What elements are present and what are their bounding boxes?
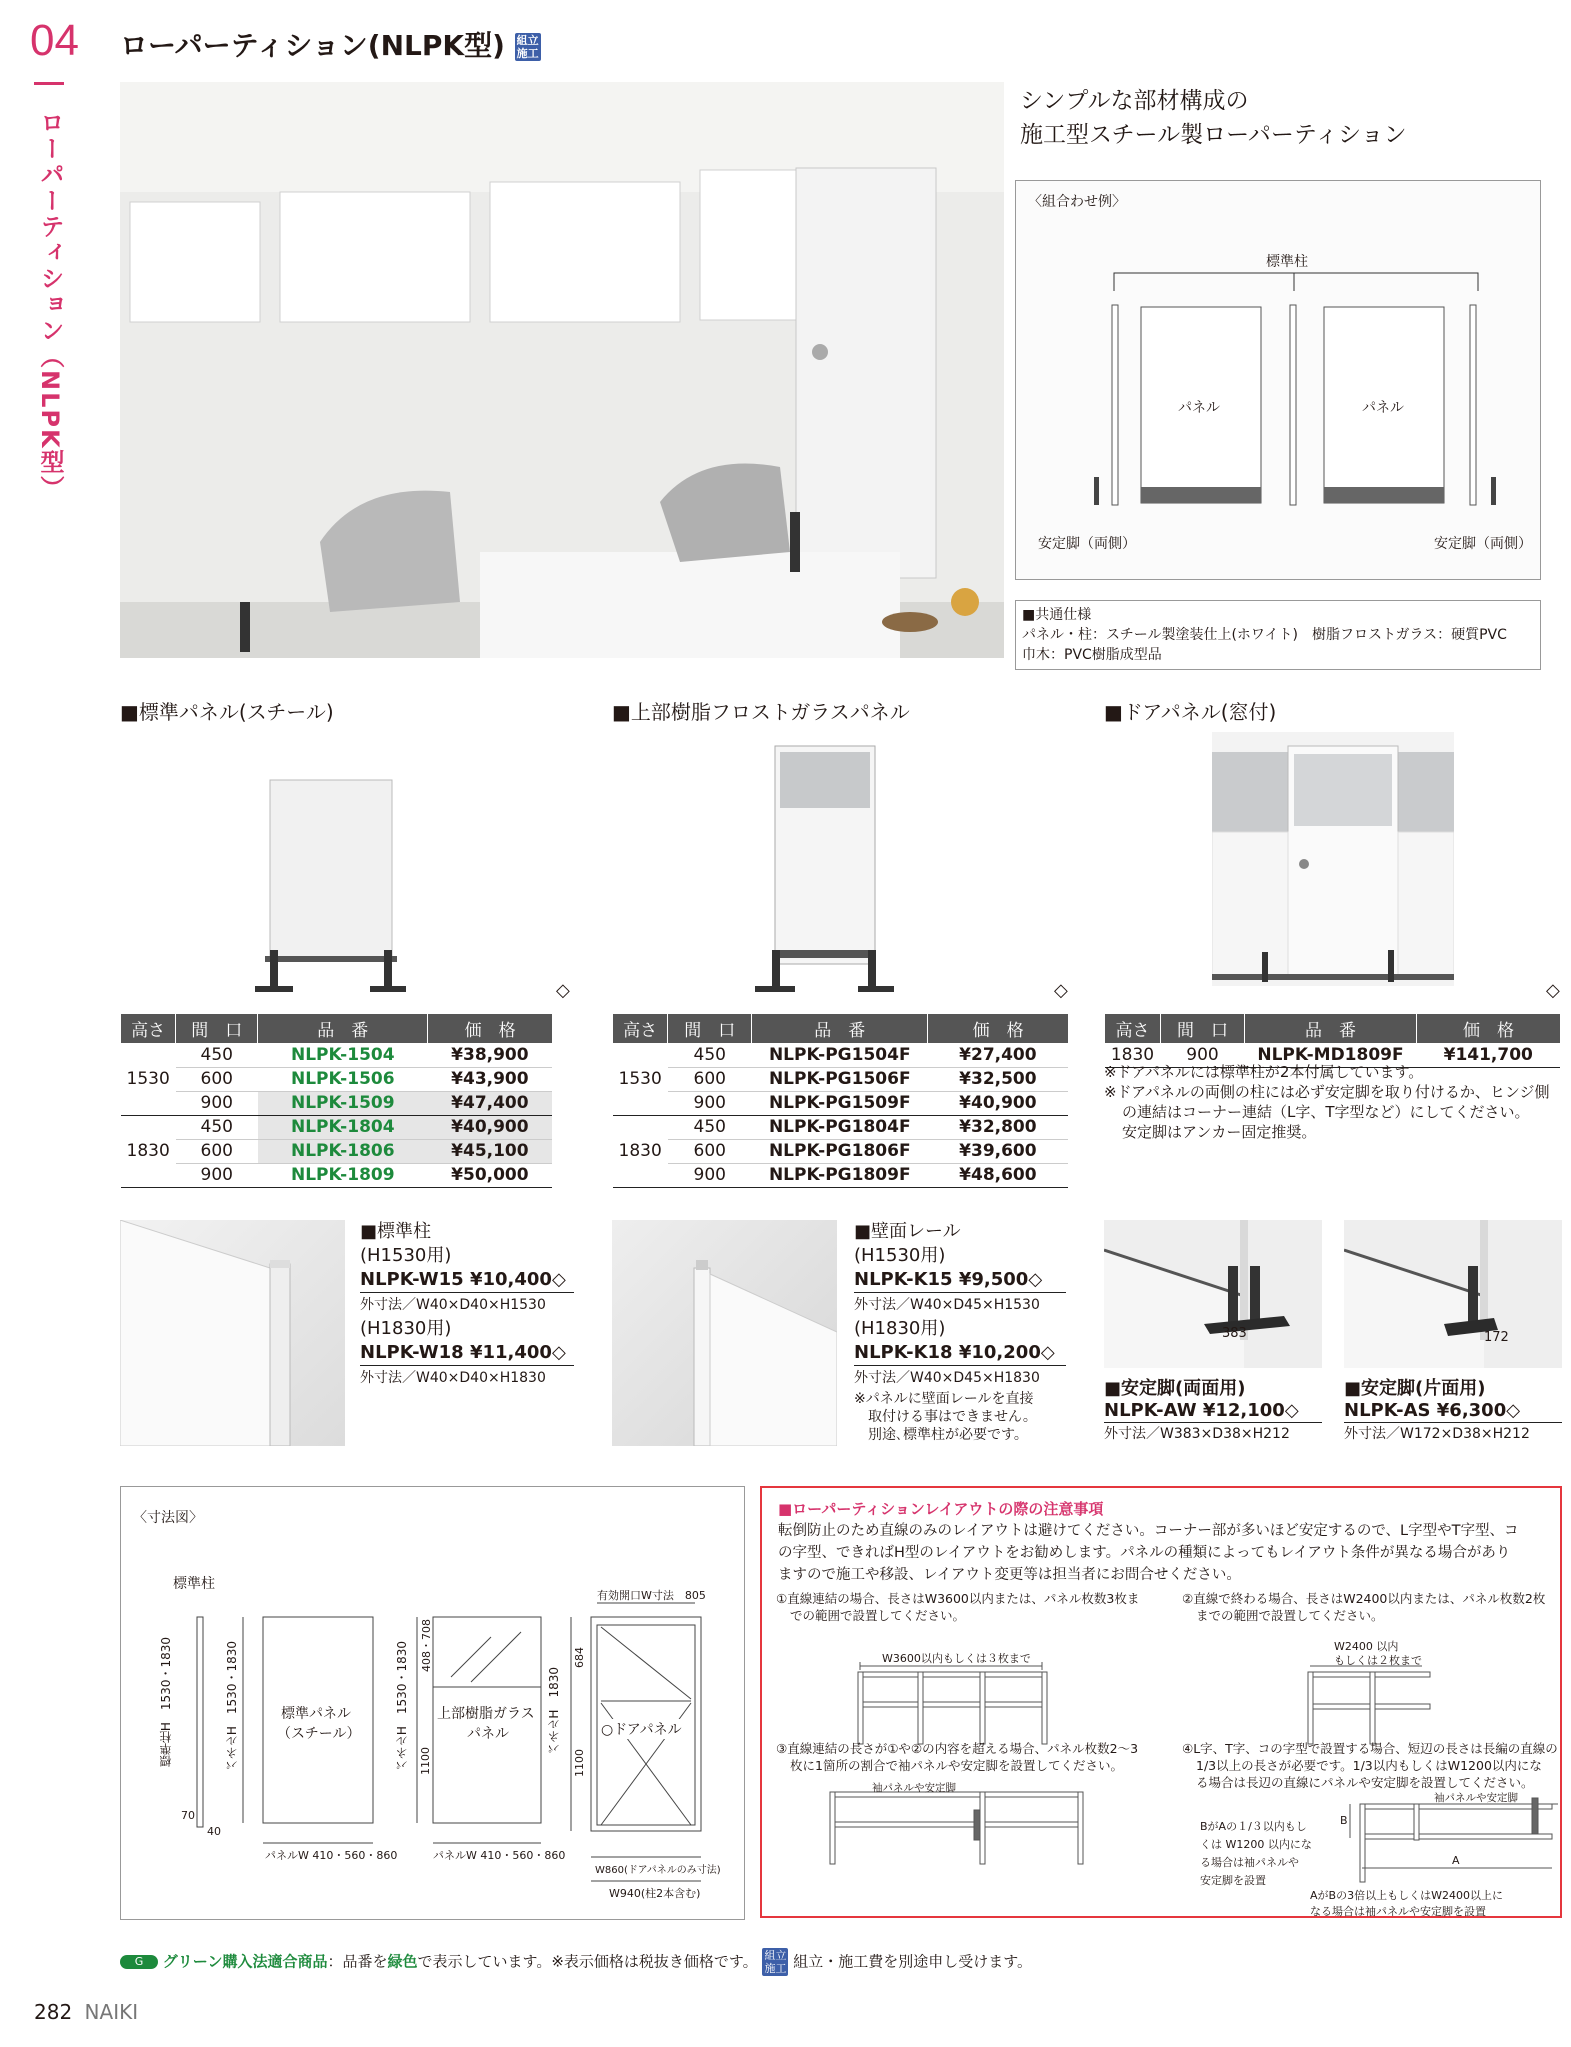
foot-one-line (1344, 1400, 1562, 1423)
code-cell: NLPK-PG1506F (752, 1067, 928, 1091)
case4-A: A (1452, 1854, 1460, 1867)
foot-one-illustration (1344, 1220, 1562, 1368)
wall-rail-illustration (612, 1220, 837, 1446)
th-width: 間 口 (1161, 1014, 1245, 1043)
case3-line-a: ③直線連結の長さが①や②の内容を超える場合、パネル枚数2～3 (776, 1741, 1139, 1756)
dims-door-h: パネルH 1830 (547, 1667, 561, 1755)
code-cell: NLPK-PG1804F (752, 1115, 928, 1139)
foot-both-line (1104, 1400, 1322, 1423)
combo-post-label: 標準柱 (1266, 254, 1308, 270)
case1-dim: W3600以内もしくは３枚まで (882, 1652, 1031, 1665)
case4-b-1: BがAの１/３以内もし (1200, 1820, 1307, 1833)
th-code: 品 番 (752, 1014, 928, 1043)
width-cell: 450 (668, 1043, 752, 1067)
page-title (120, 24, 541, 64)
foot-one-title: ■安定脚(片面用) (1344, 1378, 1486, 1399)
width-cell: 900 (176, 1163, 258, 1187)
combo-panel-1: パネル (1178, 400, 1220, 416)
green-label: グリーン購入法適合商品 (162, 1952, 328, 1971)
price-cell: ¥39,600 (928, 1139, 1068, 1163)
wall-rail-size2: 外寸法／W40×D45×H1830 (854, 1370, 1040, 1386)
wall-rail-diamond1: ◇ (1028, 1269, 1043, 1290)
std-table-header (121, 1014, 553, 1043)
case3-label: 袖パネルや安定脚 (872, 1782, 956, 1794)
badge-top: 組立 (516, 34, 539, 47)
catch-line-1: シンプルな部材構成の (1020, 88, 1249, 114)
combo-panel-2: パネル (1362, 400, 1404, 416)
dims-door-label: ○ドアパネル (601, 1719, 682, 1739)
price-cell: ¥50,000 (428, 1163, 552, 1187)
code-cell: NLPK-1509 (258, 1091, 428, 1115)
code-cell: NLPK-PG1806F (752, 1139, 928, 1163)
footer-note (120, 1948, 1032, 1976)
foot-one-dim: 172 (1484, 1330, 1509, 1345)
wall-rail-note3: 別途､標準柱が必要です。 (868, 1427, 1028, 1443)
wall-rail-note2: 取付ける事はできません。 (868, 1409, 1037, 1425)
page-number-line (34, 2000, 138, 2024)
wall-rail-price1: ¥9,500 (958, 1269, 1029, 1290)
code-cell: NLPK-PG1504F (752, 1043, 928, 1067)
table-row (613, 1067, 1069, 1091)
width-cell: 900 (668, 1163, 752, 1187)
table-row (121, 1091, 553, 1115)
width-cell: 450 (668, 1115, 752, 1139)
th-width: 間 口 (176, 1014, 258, 1043)
case1-line-b: での範囲で設置してください。 (790, 1608, 966, 1623)
std-post-code2: NLPK-W18 (360, 1342, 464, 1363)
door-note-1: ※ドアパネルには標準柱が2本付属しています。 (1104, 1063, 1424, 1081)
dims-std-label-1: 標準パネル (281, 1706, 351, 1722)
common-spec-title: ■共通仕様 (1022, 607, 1092, 623)
width-cell: 900 (668, 1091, 752, 1115)
th-price: 価 格 (428, 1014, 552, 1043)
std-post-info (360, 1220, 574, 1390)
std-post-diamond1: ◇ (551, 1269, 566, 1290)
dims-frost-top: 408・708 (420, 1619, 433, 1672)
price-cell: ¥40,900 (928, 1091, 1068, 1115)
door-panel-image (1212, 732, 1454, 986)
footer-text-2: で表示しています。※表示価格は税抜き価格です。 (417, 1952, 758, 1971)
wall-rail-size1: 外寸法／W40×D45×H1530 (854, 1297, 1040, 1313)
width-cell: 600 (176, 1139, 258, 1163)
width-cell: 450 (176, 1043, 258, 1067)
case3-line-b: 枚に1箇所の割合で袖パネルや安定脚を設置してください。 (790, 1758, 1123, 1773)
std-post-price1: ¥10,400 (469, 1269, 552, 1290)
notice-case-4 (1182, 1740, 1558, 1791)
code-cell: NLPK-1506 (258, 1067, 428, 1091)
door-notes (1104, 1062, 1550, 1142)
foot-both-illustration (1104, 1220, 1322, 1368)
foot-both-price: ¥12,100 (1202, 1400, 1285, 1421)
wall-rail-info (854, 1220, 1066, 1444)
case4-line-b: 1/3以上の長さが必要です。1/3以内もしくはW1200以内にな (1196, 1758, 1542, 1773)
price-cell: ¥141,700 (1417, 1043, 1561, 1067)
height-cell (613, 1091, 668, 1115)
price-cell: ¥38,900 (428, 1043, 552, 1067)
door-table-header (1105, 1014, 1561, 1043)
std-post-price2: ¥11,400 (469, 1342, 552, 1363)
case4-foot-1: AがBの3倍以上もしくはW2400以上に (1310, 1889, 1503, 1902)
dimension-drawing (120, 1486, 745, 1920)
case4-foot (1310, 1888, 1503, 1920)
std-panel-table (120, 1014, 552, 1188)
std-post-size1: 外寸法／W40×D40×H1530 (360, 1297, 546, 1313)
foot-both-code: NLPK-AW (1104, 1400, 1197, 1421)
notice-p3: ますので施工や移設、レイアウト変更等は担当者にお問合せください。 (778, 1567, 1241, 1583)
price-cell: ¥40,900 (428, 1115, 552, 1139)
foot-both-diamond: ◇ (1284, 1400, 1299, 1421)
main-photo (120, 82, 1004, 658)
assembly-badge (515, 33, 541, 61)
th-height: 高さ (613, 1014, 668, 1043)
dims-std-label-2: （スチール） (277, 1726, 361, 1742)
code-cell: NLPK-MD1809F (1245, 1043, 1417, 1067)
dims-frost-w: パネルW 410・560・860 (433, 1849, 566, 1862)
price-cell: ¥47,400 (428, 1091, 552, 1115)
height-cell (121, 1115, 176, 1139)
case4-line-a: ④L字、T字、コの字型で設置する場合、短辺の長さは長編の直線の (1182, 1741, 1558, 1756)
green-word: 緑色 (387, 1952, 418, 1971)
code-cell: NLPK-1804 (258, 1115, 428, 1139)
wall-rail-price2: ¥10,200 (958, 1342, 1041, 1363)
dims-frost-bottom: 1100 (419, 1747, 432, 1775)
height-cell (121, 1091, 176, 1115)
dims-door-1100: 1100 (573, 1749, 586, 1777)
dims-frost-label-1: 上部樹脂ガラス (437, 1706, 535, 1722)
foot-one-photo (1344, 1220, 1562, 1368)
case4-b-text (1200, 1818, 1312, 1890)
dims-std-w: パネルW 410・560・860 (265, 1849, 398, 1862)
case4-B: B (1340, 1814, 1348, 1827)
wall-rail-line1 (854, 1268, 1066, 1293)
door-note-2: ※ドアパネルの両側の柱には必ず安定脚を取り付けるか、ヒンジ側 (1104, 1083, 1550, 1101)
door-note-3: の連結はコーナー連結（L字、T字型など）にしてください。 (1122, 1103, 1530, 1121)
combo-label: 〈組合わせ例〉 (1028, 194, 1126, 210)
std-post-diamond2: ◇ (551, 1342, 566, 1363)
height-cell: 1830 (126, 1141, 170, 1161)
height-cell (613, 1115, 668, 1139)
layout-notice (760, 1486, 1562, 1918)
th-code: 品 番 (258, 1014, 428, 1043)
width-cell: 600 (668, 1139, 752, 1163)
office-illustration (120, 82, 1004, 658)
case2-dim-2: もしくは２枚まで (1334, 1654, 1422, 1667)
code-cell: NLPK-PG1509F (752, 1091, 928, 1115)
price-cell: ¥48,600 (928, 1163, 1068, 1187)
std-post-illustration (120, 1220, 345, 1446)
chapter-divider (34, 82, 64, 85)
notice-case-2 (1182, 1590, 1545, 1624)
common-spec-line-1: パネル・柱：スチール製塗装仕上(ホワイト) 樹脂フロストガラス：硬質PVC (1022, 627, 1507, 643)
notice-case-3 (776, 1740, 1138, 1774)
notice-diagrams (762, 1488, 1564, 1920)
wall-rail-diamond2: ◇ (1040, 1342, 1055, 1363)
std-post-title: ■標準柱 (360, 1221, 432, 1242)
th-code: 品 番 (1245, 1014, 1417, 1043)
width-cell: 900 (1161, 1043, 1245, 1067)
frost-panel-title: ■上部樹脂フロストガラスパネル (612, 700, 910, 724)
std-post-code1: NLPK-W15 (360, 1269, 464, 1290)
frost-panel-table (612, 1014, 1068, 1188)
combo-foot-left: 安定脚（両側） (1038, 536, 1136, 552)
case4-foot-2: なる場合は袖パネルや安定脚を設置 (1310, 1905, 1486, 1918)
code-cell: NLPK-1504 (258, 1043, 428, 1067)
std-post-sub2: (H1830用) (360, 1318, 452, 1339)
width-cell: 600 (176, 1067, 258, 1091)
footer-badge-bottom: 施工 (764, 1962, 787, 1975)
table-row (121, 1115, 553, 1139)
wall-rail-sub1: (H1530用) (854, 1245, 946, 1266)
case4-line-c: る場合は長辺の直線にパネルや安定脚を設置してください。 (1196, 1775, 1534, 1790)
green-g-icon: G (120, 1955, 158, 1969)
combo-diagram (1016, 181, 1542, 581)
height-cell (613, 1163, 668, 1187)
dims-70: 70 (181, 1809, 195, 1822)
dims-post-label: 標準柱 (173, 1576, 215, 1592)
table-row (613, 1163, 1069, 1187)
std-panel-title: ■標準パネル(スチール) (120, 700, 334, 724)
frost-panel-diamond: ◇ (1054, 980, 1068, 1001)
std-post-photo (120, 1220, 345, 1446)
brand: NAIKI (84, 2000, 139, 2024)
width-cell: 450 (176, 1115, 258, 1139)
dims-label: 〈寸法図〉 (133, 1510, 203, 1526)
footer-badge-top: 組立 (764, 1949, 787, 1962)
code-cell: NLPK-PG1809F (752, 1163, 928, 1187)
wall-rail-note1: ※パネルに壁面レールを直接 (854, 1391, 1034, 1407)
case4-label: 袖パネルや安定脚 (1434, 1792, 1518, 1804)
price-cell: ¥43,900 (428, 1067, 552, 1091)
std-post-sub1: (H1530用) (360, 1245, 452, 1266)
case1-line-a: ①直線連結の場合、長さはW3600以内または、パネル枚数3枚ま (776, 1591, 1140, 1606)
table-row (613, 1139, 1069, 1163)
dims-door-top: 有効開口W寸法 805 (597, 1589, 706, 1602)
foot-both-photo (1104, 1220, 1322, 1368)
width-cell: 600 (668, 1067, 752, 1091)
side-title: ローパーティション（NLPK型） (36, 110, 64, 502)
common-spec-line-2: 巾木：PVC樹脂成型品 (1022, 647, 1162, 663)
height-cell: 1830 (618, 1141, 662, 1161)
combo-foot-right: 安定脚（両側） (1434, 536, 1532, 552)
wall-rail-line2 (854, 1341, 1066, 1366)
foot-both-size: 外寸法／W383×D38×H212 (1104, 1426, 1290, 1442)
std-panel-diamond: ◇ (556, 980, 570, 1001)
height-cell: 1830 (1105, 1043, 1161, 1067)
foot-one-price: ¥6,300 (1436, 1400, 1507, 1421)
frost-table-header (613, 1014, 1069, 1043)
price-cell: ¥32,800 (928, 1115, 1068, 1139)
footer-badge (762, 1948, 788, 1976)
height-cell: 1530 (618, 1069, 662, 1089)
th-price: 価 格 (928, 1014, 1068, 1043)
case2-line-b: までの範囲で設置してください。 (1196, 1608, 1384, 1623)
page-number: 282 (34, 2000, 73, 2024)
table-row (613, 1043, 1069, 1067)
case4-b-3: る場合は袖パネルや (1200, 1856, 1299, 1869)
width-cell: 900 (176, 1091, 258, 1115)
th-price: 価 格 (1417, 1014, 1561, 1043)
dims-40: 40 (207, 1825, 221, 1838)
wall-rail-title: ■壁面レール (854, 1221, 961, 1242)
std-post-line2 (360, 1341, 574, 1366)
combination-example (1015, 180, 1541, 580)
foot-both-title: ■安定脚(両面用) (1104, 1378, 1246, 1399)
common-spec (1015, 600, 1541, 670)
dims-door-w1: W860(ドアパネルのみ寸法) (595, 1865, 721, 1876)
footer-text-1: ：品番を (327, 1952, 388, 1971)
price-cell: ¥32,500 (928, 1067, 1068, 1091)
frost-panel-image (740, 740, 900, 1000)
std-panel-image (240, 760, 440, 1000)
notice-p1: 転倒防止のため直線のみのレイアウトは避けてください。コーナー部が多いほど安定するので、L字型やT字型、コ (778, 1523, 1519, 1539)
case2-line-a: ②直線で終わる場合、長さはW2400以内または、パネル枚数2枚 (1182, 1591, 1546, 1606)
dims-frost-h: パネルH 1530・1830 (395, 1641, 409, 1772)
page-title-text: ローパーティション(NLPK型) (120, 29, 505, 62)
height-cell (121, 1043, 176, 1067)
case4-b-2: くは W1200 以内にな (1200, 1838, 1312, 1851)
foot-one-info (1344, 1378, 1562, 1445)
height-cell: 1530 (126, 1069, 170, 1089)
notice-p2: の字型、できればH型のレイアウトをお勧めします。パネルの種類によってもレイアウト条件が異なる場合があり (778, 1545, 1511, 1561)
footer-text-3: 組立・施工費を別途申し受けます。 (793, 1952, 1033, 1971)
table-row (613, 1115, 1069, 1139)
th-width: 間 口 (668, 1014, 752, 1043)
dims-door-684: 684 (573, 1647, 586, 1668)
door-panel-diamond: ◇ (1546, 980, 1560, 1001)
th-height: 高さ (121, 1014, 176, 1043)
height-cell (121, 1163, 176, 1187)
dims-post-h: 標準柱H 1530・1830 (159, 1637, 173, 1768)
price-cell: ¥27,400 (928, 1043, 1068, 1067)
std-post-size2: 外寸法／W40×D40×H1830 (360, 1370, 546, 1386)
wall-rail-photo (612, 1220, 837, 1446)
catch-line-2: 施工型スチール製ローパーティション (1020, 122, 1407, 148)
notice-title: ■ローパーティションレイアウトの際の注意事項 (778, 1500, 1104, 1518)
dims-frost-label-2: パネル (467, 1726, 509, 1742)
foot-one-diamond: ◇ (1506, 1400, 1521, 1421)
dims-door-w2: W940(柱2本含む) (609, 1887, 701, 1900)
dims-panel-h: パネルH 1530・1830 (225, 1641, 239, 1772)
badge-bottom: 施工 (516, 47, 539, 60)
std-post-line1 (360, 1268, 574, 1293)
table-row (121, 1067, 553, 1091)
code-cell: NLPK-1806 (258, 1139, 428, 1163)
wall-rail-code2: NLPK-K18 (854, 1342, 953, 1363)
code-cell: NLPK-1809 (258, 1163, 428, 1187)
foot-one-code: NLPK-AS (1344, 1400, 1431, 1421)
foot-both-dim: 383 (1222, 1326, 1247, 1341)
wall-rail-code1: NLPK-K15 (854, 1269, 953, 1290)
foot-both-info (1104, 1378, 1322, 1445)
foot-one-size: 外寸法／W172×D38×H212 (1344, 1426, 1530, 1442)
case2-dim-1: W2400 以内 (1334, 1640, 1399, 1653)
door-panel-title: ■ドアパネル(窓付) (1104, 700, 1277, 724)
table-row (121, 1163, 553, 1187)
table-row (613, 1091, 1069, 1115)
table-row (121, 1043, 553, 1067)
case4-b-4: 安定脚を設置 (1200, 1874, 1266, 1887)
price-cell: ¥45,100 (428, 1139, 552, 1163)
th-height: 高さ (1105, 1014, 1161, 1043)
door-panel-table (1104, 1014, 1560, 1068)
wall-rail-sub2: (H1830用) (854, 1318, 946, 1339)
table-row (121, 1139, 553, 1163)
door-note-4: 安定脚はアンカー固定推奨。 (1122, 1123, 1317, 1141)
height-cell (613, 1043, 668, 1067)
chapter-number: 04 (30, 16, 79, 65)
